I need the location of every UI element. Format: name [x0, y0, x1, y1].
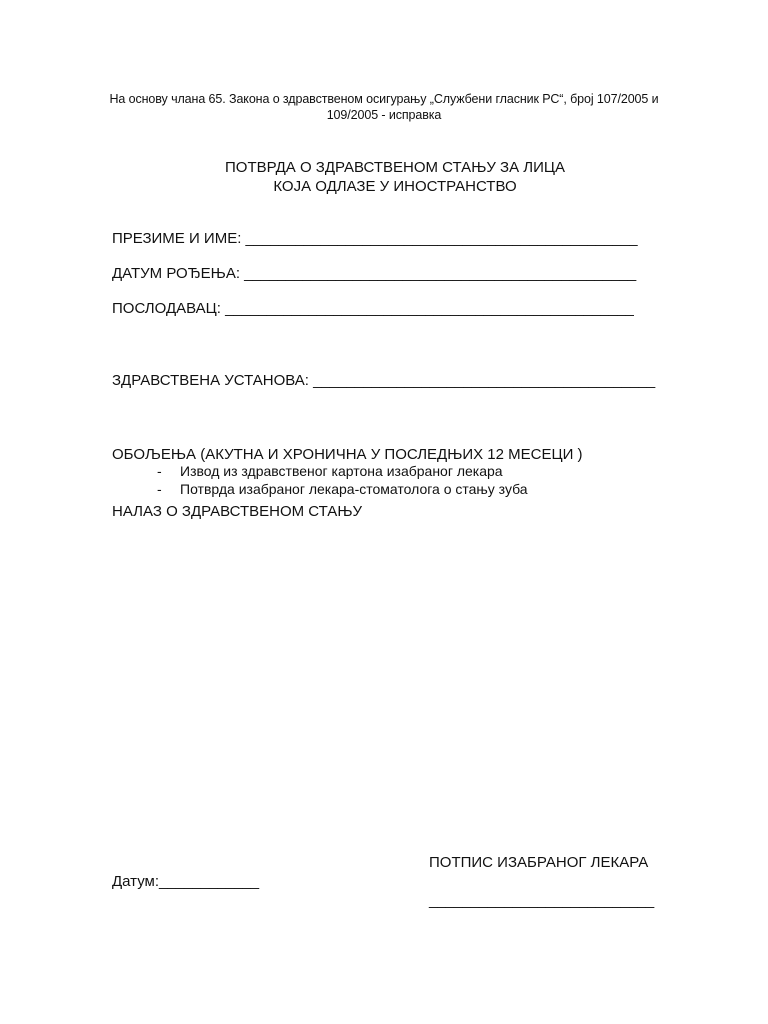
- document-title-line-1: ПОТВРДА О ЗДРАВСТВЕНОМ СТАЊУ ЗА ЛИЦА: [225, 159, 565, 176]
- doctor-signature-label: ПОТПИС ИЗАБРАНОГ ЛЕКАРА: [429, 854, 649, 871]
- list-item-text: Потврда изабраног лекара-стоматолога о стању зуба: [180, 481, 528, 497]
- name-field[interactable]: ПРЕЗИМЕ И ИМЕ: _______________________________________________: [112, 230, 638, 247]
- legal-basis-line-2: 109/2005 - исправка: [326, 108, 442, 122]
- list-item: [157, 480, 528, 498]
- doctor-signature-line[interactable]: ___________________________: [429, 892, 655, 909]
- list-item-text: Извод из здравственог картона изабраног лекара: [180, 463, 503, 479]
- document-title-line-2: КОЈА ОДЛАЗЕ У ИНОСТРАНСТВО: [273, 178, 517, 195]
- conditions-heading: ОБОЉЕЊА (АКУТНА И ХРОНИЧНА У ПОСЛЕДЊИХ 12 МЕСЕЦИ ): [112, 446, 583, 463]
- health-institution-field[interactable]: ЗДРАВСТВЕНА УСТАНОВА: _________________________________________: [112, 372, 656, 389]
- list-item: [157, 462, 528, 480]
- birth-date-field[interactable]: ДАТУМ РОЂЕЊА: _______________________________________________: [112, 265, 637, 282]
- document-title: [170, 158, 620, 196]
- bullet-dash: -: [157, 463, 162, 479]
- required-documents-list: [157, 462, 528, 498]
- employer-field[interactable]: ПОСЛОДАВАЦ: _________________________________________________: [112, 300, 634, 317]
- legal-basis-header: [80, 91, 688, 123]
- health-findings-heading: НАЛАЗ О ЗДРАВСТВЕНОМ СТАЊУ: [112, 503, 362, 520]
- date-field[interactable]: Датум:____________: [112, 873, 260, 890]
- bullet-dash: -: [157, 481, 162, 497]
- legal-basis-line-1: На основу члана 65. Закона о здравственом осигурању „Службени гласник РС“, број 107/2005 и: [109, 92, 659, 106]
